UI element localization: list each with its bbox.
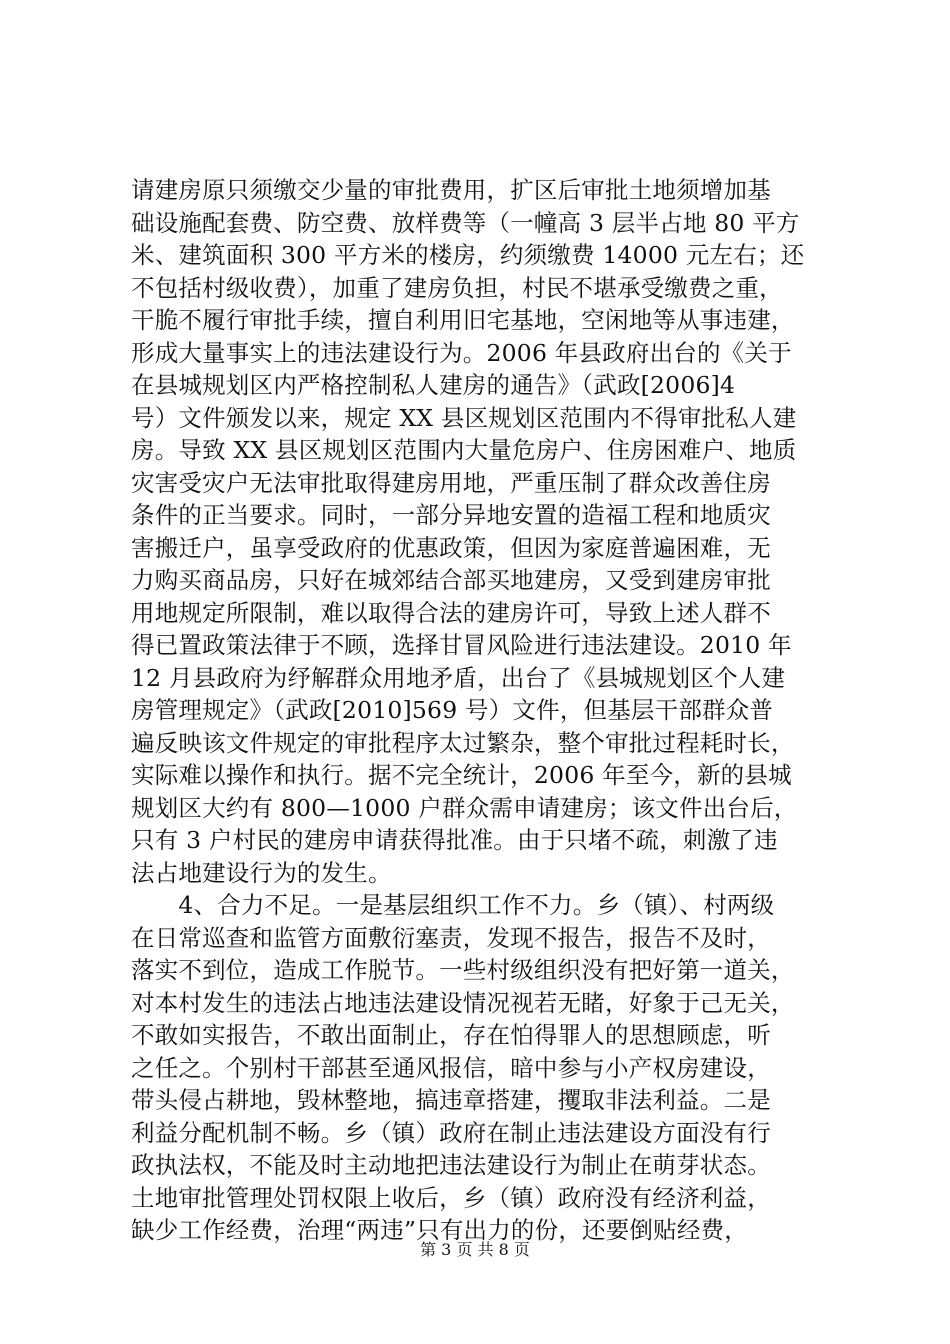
text-line: 对本村发生的违法占地违法建设情况视若无睹，好象于己无关， — [131, 988, 795, 1017]
document-body — [131, 174, 843, 1247]
page-number-footer: 第 3 页 共 8 页 — [420, 1240, 530, 1259]
text-line: 法占地建设行为的发生。 — [131, 858, 392, 887]
text-line: 形成大量事实上的违法建设行为。2006 年县政府出台的《关于 — [131, 338, 792, 367]
text-line: 用地规定所限制，难以取得合法的建房许可，导致上述人群不 — [131, 598, 771, 627]
text-line: 力购买商品房，只好在城郊结合部买地建房，又受到建房审批 — [131, 566, 771, 594]
text-line: 房。导致 XX 县区规划区范围内大量危房户、住房困难户、地质 — [131, 436, 797, 464]
text-line: 落实不到位，造成工作脱节。一些村级组织没有把好第一道关， — [131, 956, 795, 984]
text-line: 条件的正当要求。同时，一部分异地安置的造福工程和地质灾 — [131, 501, 771, 529]
paragraph-start-line: 4、合力不足。一是基层组织工作不力。乡（镇）、村两级 — [131, 891, 775, 919]
text-line: 规划区大约有 800—1000 户群众需申请建房；该文件出台后， — [131, 793, 798, 822]
text-line: 遍反映该文件规定的审批程序太过繁杂，整个审批过程耗时长， — [131, 728, 795, 757]
text-line: 干脆不履行审批手续，擅自利用旧宅基地，空闲地等从事违建， — [131, 306, 795, 334]
text-line: 政执法权，不能及时主动地把违法建设行为制止在萌芽状态。 — [131, 1151, 771, 1179]
text-line: 米、建筑面积 300 平方米的楼房，约须缴费 14000 元左右；还 — [131, 241, 805, 269]
text-line: 之任之。个别村干部甚至通风报信，暗中参与小产权房建设， — [131, 1053, 771, 1082]
text-line: 得已置政策法律于不顾，选择甘冒风险进行违法建设。2010 年 — [131, 631, 792, 659]
text-line: 实际难以操作和执行。据不完全统计，2006 年至今，新的县城 — [131, 761, 792, 789]
text-line: 不敢如实报告，不敢出面制止，存在怕得罪人的思想顾虑，听 — [131, 1021, 771, 1049]
text-line: 不包括村级收费），加重了建房负担，村民不堪承受缴费之重， — [131, 273, 783, 302]
text-line: 灾害受灾户无法审批取得建房用地，严重压制了群众改善住房 — [131, 468, 771, 497]
text-line: 础设施配套费、防空费、放样费等（一幢高 3 层半占地 80 平方 — [131, 208, 800, 237]
text-line: 12 月县政府为纾解群众用地矛盾，出台了《县城规划区个人建 — [131, 663, 786, 692]
text-line: 带头侵占耕地，毁林整地，搞违章搭建，攫取非法利益。二是 — [131, 1086, 771, 1114]
text-line: 房管理规定》（武政[2010]569 号）文件，但基层干部群众普 — [131, 696, 774, 724]
text-line: 在县城规划区内严格控制私人建房的通告》（武政[2006]4 — [131, 371, 736, 399]
text-line: 只有 3 户村民的建房申请获得批准。由于只堵不疏，刺激了违 — [131, 826, 778, 854]
text-line: 土地审批管理处罚权限上收后，乡（镇）政府没有经济利益， — [131, 1183, 771, 1212]
text-line: 缺少工作经费，治理“两违”只有出力的份，还要倒贴经费， — [131, 1216, 748, 1244]
text-line: 利益分配机制不畅。乡（镇）政府在制止违法建设方面没有行 — [131, 1118, 771, 1147]
text-line: 害搬迁户，虽享受政府的优惠政策，但因为家庭普遍困难，无 — [131, 533, 771, 562]
text-line: 请建房原只须缴交少量的审批费用，扩区后审批土地须增加基 — [131, 176, 771, 204]
text-line: 号）文件颁发以来，规定 XX 县区规划区范围内不得审批私人建 — [131, 403, 797, 432]
text-line: 在日常巡查和监管方面敷衍塞责，发现不报告，报告不及时， — [131, 923, 771, 952]
